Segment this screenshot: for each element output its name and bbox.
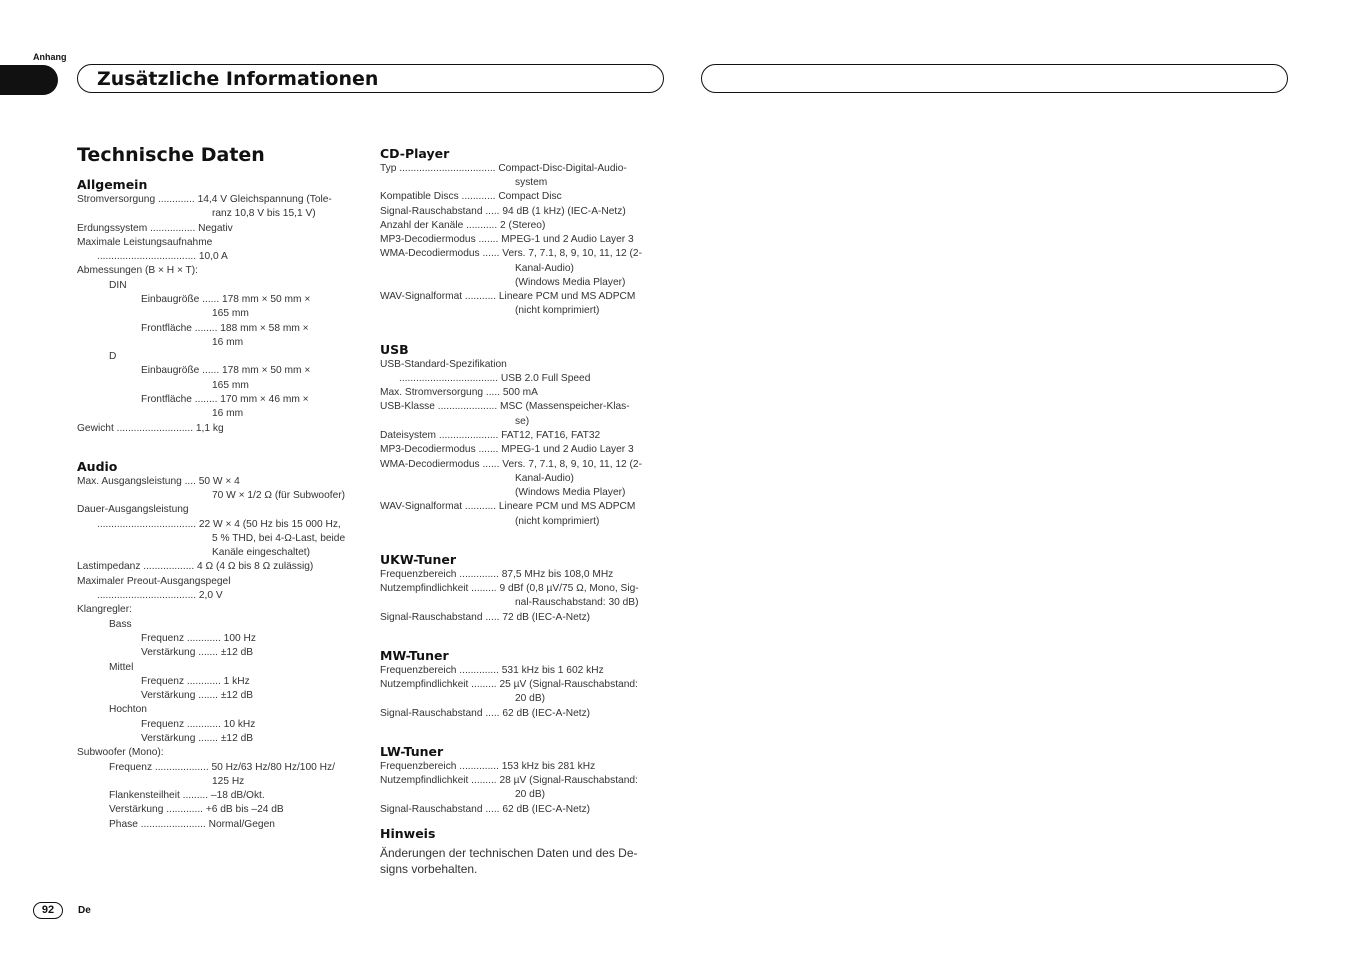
- spec-line: Max. Ausgangsleistung .... 50 W × 4: [77, 476, 240, 487]
- spec-line: ................................... 10,0 A: [97, 251, 228, 262]
- spec-line: ................................... 2,0 V: [97, 590, 223, 601]
- spec-line: WMA-Decodiermodus ...... Vers. 7, 7.1, 8, 9, 10, 11, 12 (2-: [380, 459, 642, 470]
- spec-line: Kanäle eingeschaltet): [212, 547, 310, 558]
- spec-line: 20 dB): [515, 693, 546, 704]
- spec-line: Stromversorgung ............. 14,4 V Gleichspannung (Tole-: [77, 194, 332, 205]
- heading-lw-tuner: LW-Tuner: [380, 744, 444, 759]
- spec-line: se): [515, 416, 530, 427]
- spec-line: WMA-Decodiermodus ...... Vers. 7, 7.1, 8, 9, 10, 11, 12 (2-: [380, 248, 642, 259]
- spec-line: Frontfläche ........ 188 mm × 58 mm ×: [141, 323, 309, 334]
- spec-line: WAV-Signalformat ........... Lineare PCM und MS ADPCM: [380, 291, 636, 302]
- spec-line: MP3-Decodiermodus ....... MPEG-1 und 2 Audio Layer 3: [380, 234, 634, 245]
- spec-line: Maximale Leistungsaufnahme: [77, 237, 213, 248]
- section-tab-marker: [0, 65, 58, 95]
- spec-line: ................................... USB 2.0 Full Speed: [399, 373, 591, 384]
- page-title: Technische Daten: [77, 144, 265, 166]
- spec-line: Einbaugröße ...... 178 mm × 50 mm ×: [141, 294, 311, 305]
- note-line: signs vorbehalten.: [380, 862, 478, 876]
- spec-line: Frequenz ............ 100 Hz: [141, 633, 256, 644]
- spec-line: Dateisystem ..................... FAT12, FAT16, FAT32: [380, 430, 601, 441]
- heading-audio: Audio: [77, 459, 118, 474]
- empty-header-box: [701, 64, 1288, 93]
- spec-line: Frequenz ............ 10 kHz: [141, 719, 256, 730]
- spec-line: nal-Rauschabstand: 30 dB): [515, 597, 639, 608]
- spec-line: 165 mm: [212, 380, 249, 391]
- spec-line: Kanal-Audio): [515, 473, 574, 484]
- spec-line: WAV-Signalformat ........... Lineare PCM und MS ADPCM: [380, 501, 636, 512]
- spec-line: (Windows Media Player): [515, 487, 626, 498]
- spec-line: DIN: [109, 280, 127, 291]
- heading-allgemein: Allgemein: [77, 177, 148, 192]
- spec-line: Lastimpedanz .................. 4 Ω (4 Ω bis 8 Ω zulässig): [77, 561, 314, 572]
- spec-line: 125 Hz: [212, 776, 245, 787]
- heading-hinweis: Hinweis: [380, 826, 436, 841]
- spec-line: Signal-Rauschabstand ..... 62 dB (IEC-A-Netz): [380, 804, 591, 815]
- spec-line: Nutzempfindlichkeit ......... 25 µV (Signal-Rauschabstand:: [380, 679, 638, 690]
- spec-line: Phase ....................... Normal/Gegen: [109, 819, 275, 830]
- spec-line: Kanal-Audio): [515, 263, 574, 274]
- spec-line: 70 W × 1/2 Ω (für Subwoofer): [212, 490, 346, 501]
- spec-line: Verstärkung ....... ±12 dB: [141, 733, 254, 744]
- spec-line: 20 dB): [515, 789, 546, 800]
- note-line: Änderungen der technischen Daten und des De-: [380, 846, 638, 860]
- spec-line: Signal-Rauschabstand ..... 62 dB (IEC-A-Netz): [380, 708, 591, 719]
- page-number-badge: 92: [33, 902, 63, 919]
- spec-line: Verstärkung ....... ±12 dB: [141, 690, 254, 701]
- spec-line: Frequenz ............ 1 kHz: [141, 676, 250, 687]
- spec-line: Anzahl der Kanäle ........... 2 (Stereo): [380, 220, 546, 231]
- spec-line: Nutzempfindlichkeit ......... 28 µV (Signal-Rauschabstand:: [380, 775, 638, 786]
- language-code: De: [78, 905, 91, 916]
- spec-line: MP3-Decodiermodus ....... MPEG-1 und 2 Audio Layer 3: [380, 444, 634, 455]
- spec-line: Max. Stromversorgung ..... 500 mA: [380, 387, 538, 398]
- spec-line: 5 % THD, bei 4-Ω-Last, beide: [212, 533, 346, 544]
- spec-line: Frequenzbereich .............. 531 kHz bis 1 602 kHz: [380, 665, 604, 676]
- spec-line: system: [515, 177, 548, 188]
- spec-line: Dauer-Ausgangsleistung: [77, 504, 189, 515]
- spec-line: Frontfläche ........ 170 mm × 46 mm ×: [141, 394, 309, 405]
- spec-line: Mittel: [109, 662, 134, 673]
- spec-line: Frequenz ................... 50 Hz/63 Hz/80 Hz/100 Hz/: [109, 762, 335, 773]
- heading-cd-player: CD-Player: [380, 146, 450, 161]
- spec-line: (Windows Media Player): [515, 277, 626, 288]
- spec-line: (nicht komprimiert): [515, 305, 600, 316]
- spec-line: ................................... 22 W × 4 (50 Hz bis 15 000 Hz,: [97, 519, 341, 530]
- spec-line: 16 mm: [212, 337, 244, 348]
- spec-line: ranz 10,8 V bis 15,1 V): [212, 208, 316, 219]
- spec-line: Gewicht ........................... 1,1 kg: [77, 423, 224, 434]
- spec-line: Maximaler Preout-Ausgangspegel: [77, 576, 231, 587]
- spec-line: Frequenzbereich .............. 153 kHz bis 281 kHz: [380, 761, 596, 772]
- spec-line: Frequenzbereich .............. 87,5 MHz bis 108,0 MHz: [380, 569, 614, 580]
- spec-line: D: [109, 351, 117, 362]
- spec-line: Typ .................................. Compact-Disc-Digital-Audio-: [380, 163, 627, 174]
- spec-line: USB-Klasse ..................... MSC (Massenspeicher-Klas-: [380, 401, 630, 412]
- spec-line: Signal-Rauschabstand ..... 94 dB (1 kHz) (IEC-A-Netz): [380, 206, 626, 217]
- section-header-box: [77, 64, 664, 93]
- spec-line: Subwoofer (Mono):: [77, 747, 164, 758]
- section-title: Zusätzliche Informationen: [97, 68, 379, 90]
- spec-line: Kompatible Discs ............ Compact Disc: [380, 191, 562, 202]
- spec-line: Signal-Rauschabstand ..... 72 dB (IEC-A-Netz): [380, 612, 591, 623]
- spec-line: Verstärkung ....... ±12 dB: [141, 647, 254, 658]
- spec-line: Klangregler:: [77, 604, 132, 615]
- spec-line: Hochton: [109, 704, 147, 715]
- spec-line: Flankensteilheit ......... –18 dB/Okt.: [109, 790, 265, 801]
- heading-mw-tuner: MW-Tuner: [380, 648, 449, 663]
- heading-ukw-tuner: UKW-Tuner: [380, 552, 457, 567]
- spec-line: 16 mm: [212, 408, 244, 419]
- spec-line: Einbaugröße ...... 178 mm × 50 mm ×: [141, 365, 311, 376]
- spec-line: Erdungssystem ................ Negativ: [77, 223, 233, 234]
- spec-line: Verstärkung ............. +6 dB bis –24 dB: [109, 804, 284, 815]
- spec-line: 165 mm: [212, 308, 249, 319]
- spec-line: Bass: [109, 619, 132, 630]
- spec-line: (nicht komprimiert): [515, 516, 600, 527]
- spec-line: USB-Standard-Spezifikation: [380, 359, 507, 370]
- spec-line: Abmessungen (B × H × T):: [77, 265, 198, 276]
- section-tab-label: Anhang: [33, 52, 67, 62]
- heading-usb: USB: [380, 342, 409, 357]
- spec-line: Nutzempfindlichkeit ......... 9 dBf (0,8 µV/75 Ω, Mono, Sig-: [380, 583, 639, 594]
